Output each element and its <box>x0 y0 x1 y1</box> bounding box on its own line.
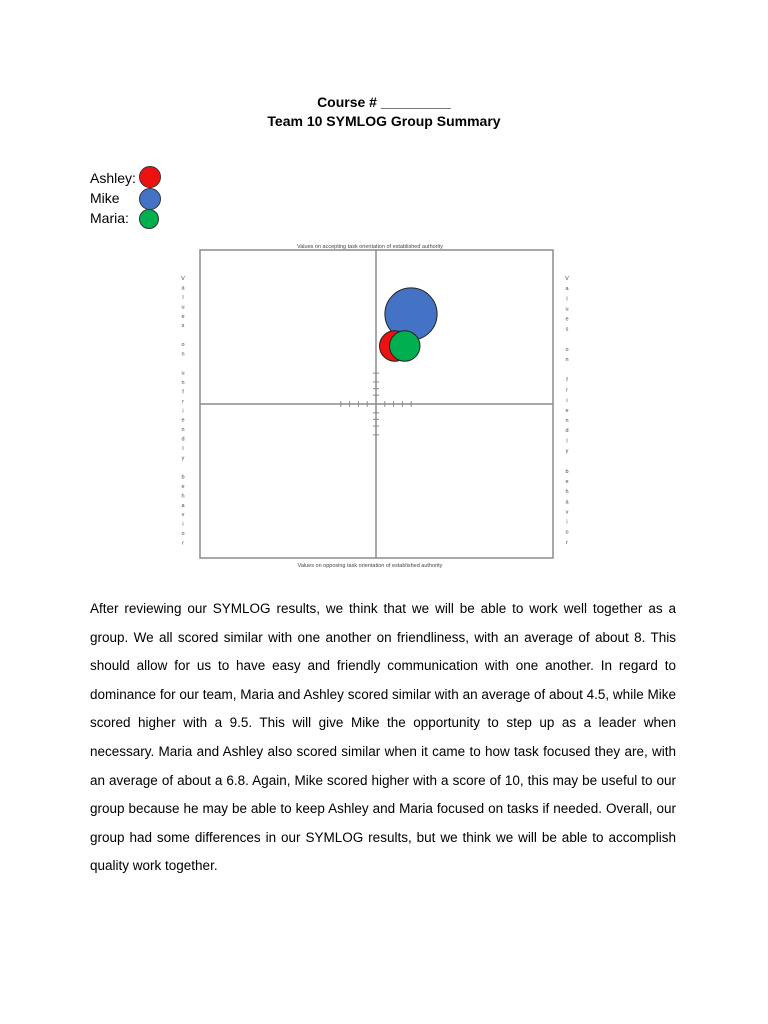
right-label-letter: l <box>566 438 568 445</box>
right-label-letter: u <box>565 306 569 313</box>
left-label-letter: n <box>181 351 185 358</box>
right-label-letter: o <box>565 347 569 354</box>
left-label-letter: s <box>181 323 185 330</box>
data-point-maria <box>390 331 420 361</box>
right-label-letter: i <box>566 397 568 404</box>
left-label-letter: o <box>181 342 185 349</box>
right-label-letter: f <box>566 377 568 384</box>
left-label-letter: r <box>182 398 184 405</box>
left-label-letter: r <box>182 540 184 547</box>
left-label-letter: e <box>181 483 185 490</box>
right-label-letter: h <box>565 489 569 496</box>
left-label-letter: u <box>181 304 185 311</box>
left-label-letter: h <box>181 493 185 500</box>
chart-bottom-label: Values on opposing task orientation of established authority <box>297 563 443 569</box>
left-label-letter: a <box>181 285 185 292</box>
legend-label: Ashley: <box>90 170 136 186</box>
course-number-heading: Course # _________ <box>317 94 451 110</box>
legend-swatch-maria <box>139 209 159 229</box>
right-label-letter: n <box>565 418 569 425</box>
symlog-chart-svg <box>170 238 590 574</box>
legend-label: Mike <box>90 190 120 206</box>
right-label-letter: r <box>566 387 568 394</box>
chart-left-label <box>181 276 185 547</box>
left-label-letter: y <box>181 455 185 462</box>
chart-title: Values on accepting task orientation of established authority <box>296 244 444 250</box>
left-label-letter: i <box>182 408 184 415</box>
summary-paragraph: After reviewing our SYMLOG results, we think that we will be able to work well together as a group. We all scored similar with one another on friendliness, with an average of about 8. This should allow for us to have easy and friendly communication with one another. In regard to dominance for our team, Maria and Ashley scored similar with an average of about 4.5, while Mike scored higher with a 9.5. This will give Mike the opportunity to step up as a leader when necessary. Maria and Ashley also scored similar when it came to how task focused they are, with an average of about a 6.8. Again, Mike scored higher with a score of 10, this may be useful to our group because he may be able to keep Ashley and Maria focused on tasks if needed. Overall, our group had some differences in our SYMLOG results, but we think we will be able to accomplish quality work together. <box>90 601 676 874</box>
right-label-letter: l <box>566 296 568 303</box>
right-label-letter: o <box>565 529 569 536</box>
right-label-letter: d <box>565 428 569 435</box>
right-label-letter: a <box>565 499 569 506</box>
chart-right-label <box>565 276 569 546</box>
legend-item-ashley <box>90 168 136 188</box>
right-label-letter: r <box>566 539 568 546</box>
legend-label: Maria: <box>90 210 129 226</box>
page-title: Team 10 SYMLOG Group Summary <box>267 113 501 129</box>
right-label-letter: a <box>565 286 569 293</box>
left-label-letter: f <box>182 389 184 396</box>
right-label-letter: n <box>565 357 569 364</box>
left-label-letter: l <box>182 446 184 453</box>
left-label-letter: a <box>181 502 185 509</box>
left-label-letter: d <box>181 436 185 443</box>
data-points <box>380 288 438 361</box>
right-label-letter: e <box>565 316 569 323</box>
right-label-letter: y <box>565 448 569 455</box>
right-label-letter: i <box>566 519 568 526</box>
right-label-letter: s <box>565 326 569 333</box>
right-label-letter: V <box>565 276 569 282</box>
right-label-letter: e <box>565 478 569 485</box>
legend-item-mike <box>90 188 136 208</box>
legend-swatch-ashley <box>139 166 161 188</box>
symlog-chart <box>170 238 590 574</box>
left-label-letter: n <box>181 379 185 386</box>
left-label-letter: V <box>181 276 185 282</box>
left-label-letter: n <box>181 427 185 434</box>
left-label-letter: u <box>181 370 185 377</box>
left-label-letter: b <box>181 474 185 481</box>
legend-item-maria <box>90 208 136 228</box>
left-label-letter: v <box>181 512 185 519</box>
left-label-letter: e <box>181 417 185 424</box>
legend-swatch-mike <box>139 188 161 210</box>
left-label-letter: i <box>182 521 184 528</box>
right-label-letter: b <box>565 468 569 475</box>
right-label-letter: v <box>565 509 569 516</box>
legend <box>90 168 136 228</box>
left-label-letter: e <box>181 313 185 320</box>
left-label-letter: l <box>182 294 184 301</box>
left-label-letter: o <box>181 531 185 538</box>
right-label-letter: e <box>565 407 569 414</box>
